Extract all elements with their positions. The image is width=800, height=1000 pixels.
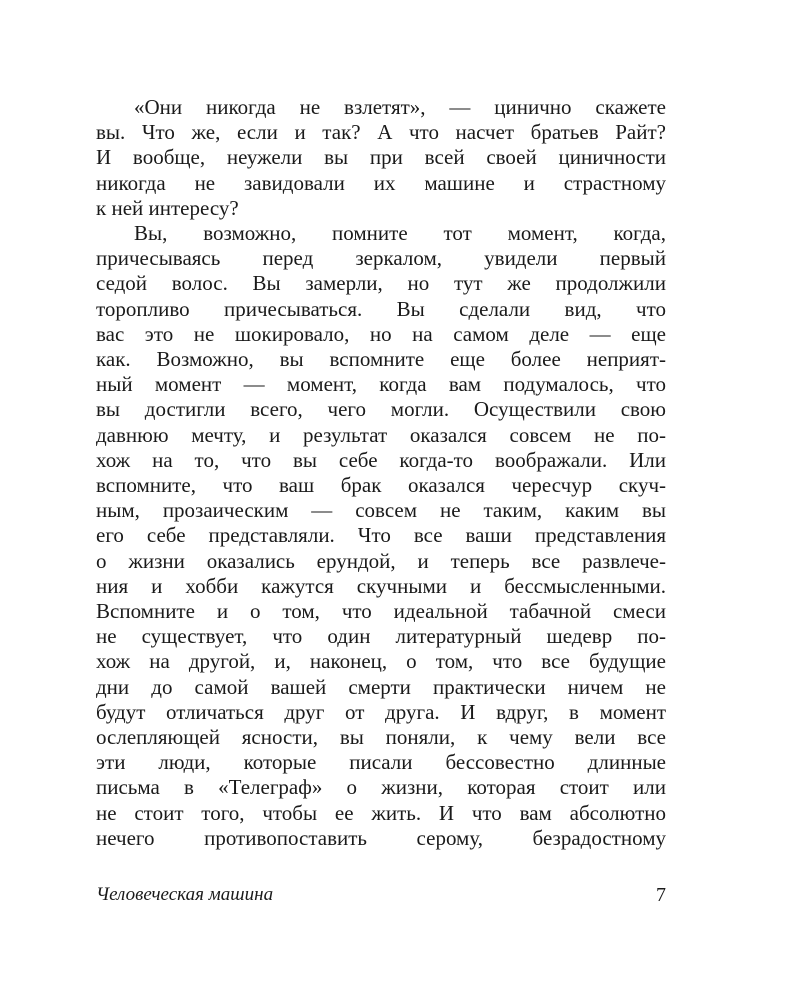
text-line: ния и хобби кажутся скучными и бессмысленными.	[96, 573, 666, 598]
text-line: будут отличаться друг от друга. И вдруг, в момент	[96, 699, 666, 724]
paragraph-2	[96, 221, 666, 851]
text-line: никогда не завидовали их машине и страстному	[96, 170, 666, 195]
text-line: письма в «Телеграф» о жизни, которая стоит или	[96, 775, 666, 800]
text-line: о жизни оказались ерундой, и теперь все развлече-	[96, 548, 666, 573]
text-line: вас это не шокировало, но на самом деле — еще	[96, 321, 666, 346]
text-line: эти люди, которые писали бессовестно длинные	[96, 750, 666, 775]
body-text	[96, 95, 666, 851]
text-line: к ней интересу?	[96, 195, 239, 220]
page-footer	[96, 884, 666, 910]
text-line: Вспомните и о том, что идеальной табачной смеси	[96, 599, 666, 624]
text-line: не стоит того, чтобы ее жить. И что вам абсолютно	[96, 800, 666, 825]
text-line: давнюю мечту, и результат оказался совсем не по-	[96, 422, 666, 447]
text-line: вы. Что же, если и так? А что насчет братьев Райт?	[96, 120, 666, 145]
text-line: не существует, что один литературный шедевр по-	[96, 624, 666, 649]
paragraph-1	[96, 95, 666, 221]
text-line: нечего противопоставить серому, безрадостному	[96, 825, 666, 850]
text-line: вы достигли всего, чего могли. Осуществили свою	[96, 397, 666, 422]
page-number: 7	[656, 884, 666, 906]
text-line: седой волос. Вы замерли, но тут же продолжили	[96, 271, 666, 296]
text-line: вспомните, что ваш брак оказался чересчур скуч-	[96, 473, 666, 498]
text-line: Вы, возможно, помните тот момент, когда,	[134, 221, 666, 246]
text-line: дни до самой вашей смерти практически ничем не	[96, 674, 666, 699]
text-line: торопливо причесываться. Вы сделали вид, что	[96, 296, 666, 321]
running-title: Человеческая машина	[96, 884, 274, 905]
text-line: причесываясь перед зеркалом, увидели первый	[96, 246, 666, 271]
text-line: ным, прозаическим — совсем не таким, каким вы	[96, 498, 666, 523]
text-line: хож на другой, и, наконец, о том, что все будущие	[96, 649, 666, 674]
text-line: ный момент — момент, когда вам подумалось, что	[96, 372, 666, 397]
text-line: ослепляющей ясности, вы поняли, к чему вели все	[96, 725, 666, 750]
text-line: хож на то, что вы себе когда-то воображали. Или	[96, 447, 666, 472]
text-line: И вообще, неужели вы при всей своей циничности	[96, 145, 666, 170]
text-line: «Они никогда не взлетят», — цинично скажете	[134, 95, 666, 119]
text-line: как. Возможно, вы вспомните еще более неприят-	[96, 347, 666, 372]
text-line: его себе представляли. Что все ваши представления	[96, 523, 666, 548]
